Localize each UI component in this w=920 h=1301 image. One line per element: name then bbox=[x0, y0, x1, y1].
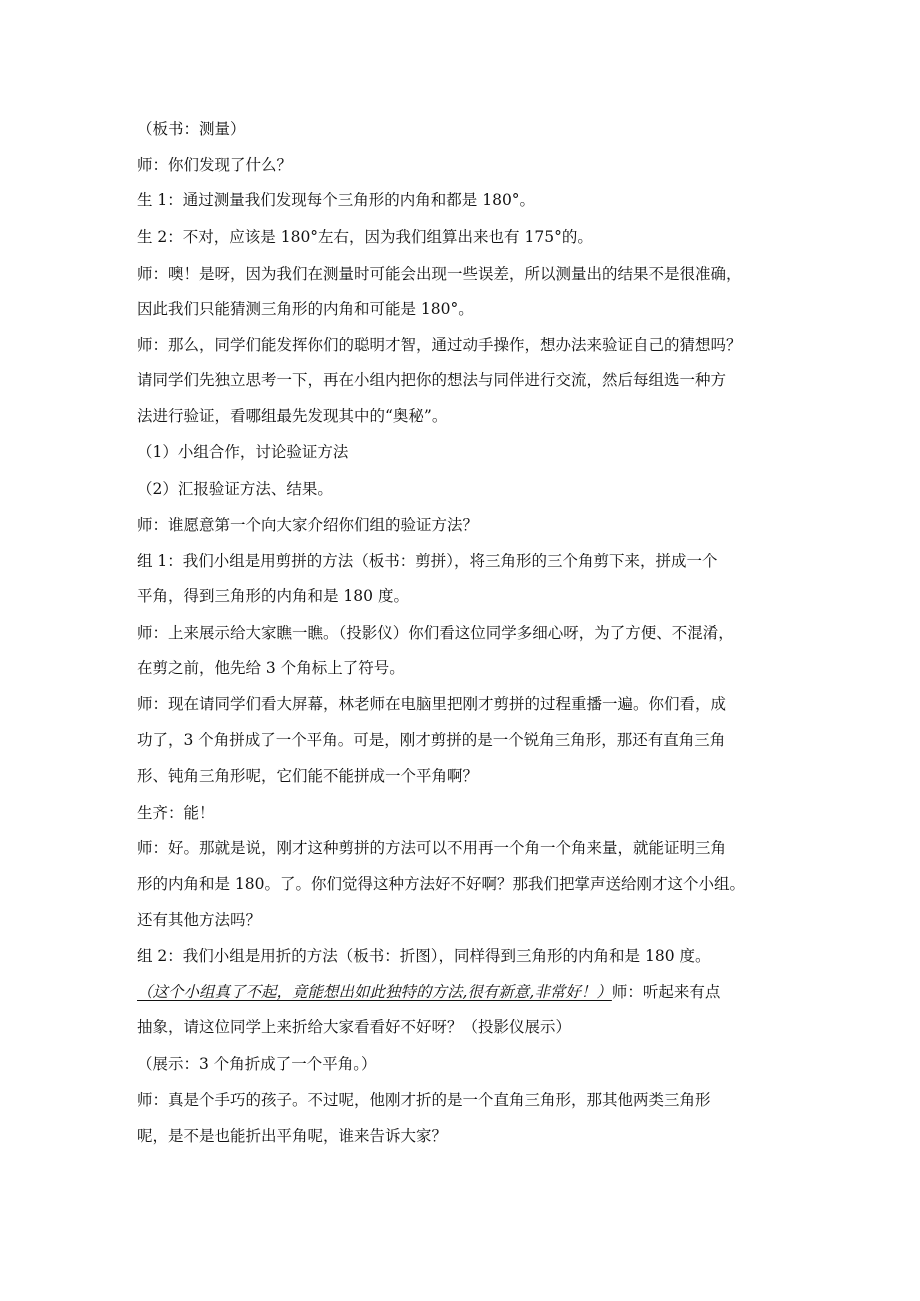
text-line: 生 1：通过测量我们发现每个三角形的内角和都是 180°。 bbox=[137, 191, 536, 209]
text-line: 因此我们只能猜测三角形的内角和可能是 180°。 bbox=[137, 300, 474, 318]
text-line: 组 1：我们小组是用剪拼的方法（板书：剪拼），将三角形的三个角剪下来，拼成一个 bbox=[137, 552, 718, 570]
text-line: 师：真是个手巧的孩子。不过呢，他刚才折的是一个直角三角形，那其他两类三角形 bbox=[137, 1091, 711, 1109]
text-line: 师：你们发现了什么？ bbox=[137, 156, 293, 174]
text-line: 生齐：能！ bbox=[137, 804, 215, 822]
text-line: 师：那么，同学们能发挥你们的聪明才智，通过动手操作，想办法来验证自己的猜想吗？ bbox=[137, 336, 742, 354]
text-line: 师：现在请同学们看大屏幕，林老师在电脑里把刚才剪拼的过程重播一遍。你们看，成 bbox=[137, 695, 727, 713]
text-line: （展示：3 个角折成了一个平角。） bbox=[137, 1055, 377, 1073]
text-line: 法进行验证，看哪组最先发现其中的“奥秘”。 bbox=[137, 407, 448, 425]
text-line: 在剪之前，他先给 3 个角标上了符号。 bbox=[137, 659, 405, 677]
text-line: 还有其他方法吗？ bbox=[137, 911, 262, 929]
annotated-line bbox=[137, 982, 817, 1002]
text-line: 师：谁愿意第一个向大家介绍你们组的验证方法？ bbox=[137, 516, 479, 534]
text-line: （2）汇报验证方法、结果。 bbox=[137, 480, 333, 498]
text-line: 形、钝角三角形呢，它们能不能拼成一个平角啊？ bbox=[137, 767, 479, 785]
text-line: 师：好。那就是说，刚才这种剪拼的方法可以不用再一个角一个角来量，就能证明三角 bbox=[137, 839, 727, 857]
text-line: （板书：测量） bbox=[137, 120, 246, 138]
text-line: 师：上来展示给大家瞧一瞧。（投影仪）你们看这位同学多细心呀，为了方便、不混淆， bbox=[137, 624, 734, 642]
text-line: 形的内角和是 180。了。你们觉得这种方法好不好啊？那我们把掌声送给刚才这个小组。 bbox=[137, 875, 746, 893]
text-line: 组 2：我们小组是用折的方法（板书：折图），同样得到三角形的内角和是 180 度。 bbox=[137, 947, 711, 965]
text-line: 平角，得到三角形的内角和是 180 度。 bbox=[137, 587, 409, 605]
text-line: 抽象，请这位同学上来折给大家看看好不好呀？（投影仪展示） bbox=[137, 1018, 572, 1036]
text-line: 请同学们先独立思考一下，再在小组内把你的想法与同伴进行交流，然后每组选一种方 bbox=[137, 371, 727, 389]
text-line: 生 2：不对，应该是 180°左右，因为我们组算出来也有 175°的。 bbox=[137, 228, 593, 246]
text-line: （1）小组合作，讨论验证方法 bbox=[137, 443, 349, 461]
teacher-comment: （这个小组真了不起，竟能想出如此独特的方法,很有新意,非常好！） bbox=[137, 983, 612, 1001]
text-line: 师：噢！是呀，因为我们在测量时可能会出现一些误差，所以测量出的结果不是很准确， bbox=[137, 265, 742, 283]
text-line: 呢，是不是也能折出平角呢，谁来告诉大家？ bbox=[137, 1127, 448, 1145]
text-line: 功了，3 个角拼成了一个平角。可是，刚才剪拼的是一个锐角三角形，那还有直角三角 bbox=[137, 731, 726, 749]
annotated-line-rest: 师：听起来有点 bbox=[611, 983, 721, 1001]
